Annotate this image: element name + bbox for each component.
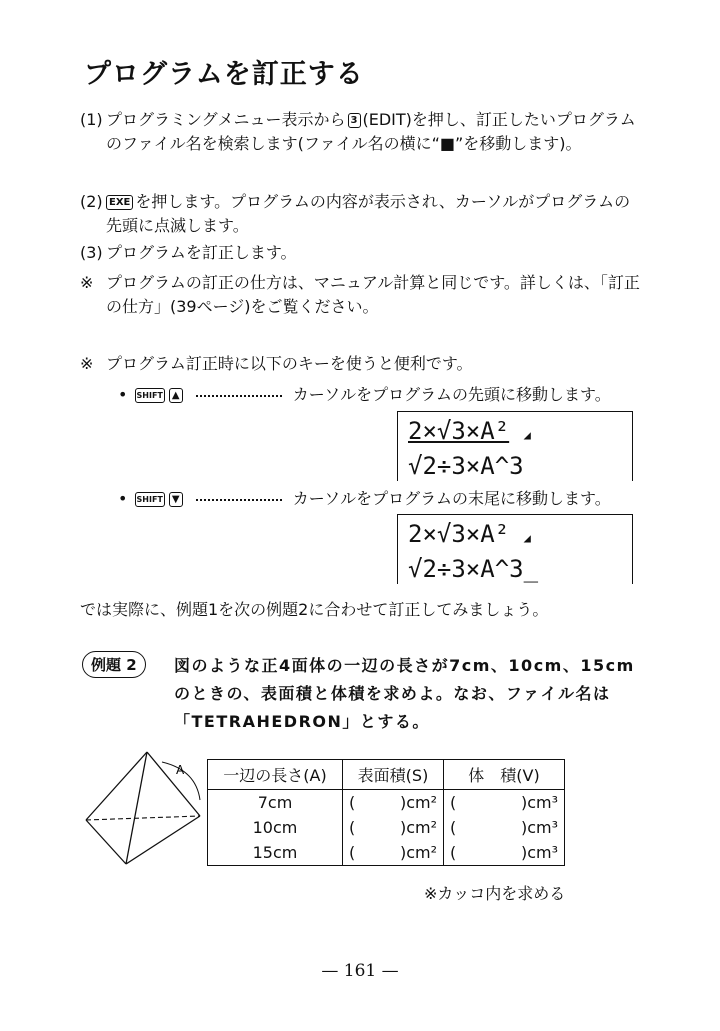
tetrahedron-figure <box>84 748 210 870</box>
vol-open: ( <box>450 843 457 862</box>
example-text: 図のような正4面体の一辺の長さが7cm、10cm、15cmのときの、表面積と体積を求めよ。なお、ファイル名は「TETRAHEDRON」とする。 <box>174 656 635 731</box>
transition-text: では実際に、例題1を次の例題2に合わせて訂正してみましょう。 <box>80 600 549 619</box>
bullet: • <box>118 489 128 508</box>
note-parentheses: ※カッコ内を求める <box>424 884 566 903</box>
lcd-line: 2×√3×A² <box>408 417 510 445</box>
step-text: を押します。プログラムの内容が表示され、カーソルがプログラムの先頭に点滅します。 <box>106 192 631 235</box>
step-number: (1) <box>80 110 103 129</box>
header-area: 表面積(S) <box>343 760 444 790</box>
up-arrow-key-icon: ▲ <box>169 388 183 403</box>
table-row <box>208 790 565 816</box>
down-arrow-key-icon: ▼ <box>169 492 183 507</box>
length-cell: 15cm <box>208 840 343 866</box>
shift-key-icon: SHIFT <box>135 388 165 403</box>
leader-dots <box>196 395 282 397</box>
step-1 <box>80 108 640 156</box>
note-text: プログラムの訂正の仕方は、マニュアル計算と同じです。詳しくは、「訂正の仕方」(39ページ)をご覧ください。 <box>106 273 640 316</box>
key-row-top <box>118 382 611 405</box>
lcd-end-mark: ◢ <box>523 428 531 442</box>
vol-open: ( <box>450 793 457 812</box>
step-text: プログラミングメニュー表示から <box>106 110 346 129</box>
step-2 <box>80 190 640 238</box>
page-number: — 161 — <box>321 961 399 981</box>
edge-label-a: A <box>176 763 185 777</box>
area-close: )cm² <box>399 818 437 837</box>
step-3 <box>80 241 640 265</box>
area-open: ( <box>349 843 356 862</box>
table-row <box>208 815 565 840</box>
length-cell: 10cm <box>208 815 343 840</box>
lcd-line: √2÷3×A^3 <box>408 452 524 480</box>
area-close: )cm² <box>399 793 437 812</box>
page-title: プログラムを訂正する <box>84 59 364 90</box>
table-row <box>208 840 565 866</box>
area-open: ( <box>349 793 356 812</box>
key-description: カーソルをプログラムの末尾に移動します。 <box>292 489 611 508</box>
bullet: • <box>118 385 128 404</box>
step-text: プログラムを訂正します。 <box>106 243 297 262</box>
lcd-end-mark: ◢ <box>523 531 531 545</box>
note-edit-method <box>80 271 640 319</box>
step-number: (2) <box>80 192 103 211</box>
key-exe-icon: EXE <box>106 195 133 210</box>
key-row-bottom <box>118 486 611 509</box>
step-number: (3) <box>80 243 103 262</box>
lcd-line: √2÷3×A^3_ <box>408 555 539 583</box>
lcd-line: 2×√3×A² <box>408 520 510 548</box>
key-3-icon: 3 <box>348 113 361 128</box>
answer-table <box>207 759 565 866</box>
note-text: プログラム訂正時に以下のキーを使うと便利です。 <box>106 354 473 373</box>
vol-close: )cm³ <box>520 793 558 812</box>
area-close: )cm² <box>399 843 437 862</box>
header-length: 一辺の長さ(A) <box>208 760 343 790</box>
note-mark: ※ <box>80 273 94 292</box>
leader-dots <box>196 499 282 501</box>
example-badge: 例題 2 <box>82 651 146 678</box>
vol-close: )cm³ <box>520 818 558 837</box>
vol-close: )cm³ <box>520 843 558 862</box>
area-open: ( <box>349 818 356 837</box>
lcd-display-bottom <box>397 514 633 584</box>
lcd-display-top <box>397 411 633 481</box>
note-keys <box>80 352 640 376</box>
header-volume: 体 積(V) <box>444 760 565 790</box>
shift-key-icon: SHIFT <box>135 492 165 507</box>
note-mark: ※ <box>80 354 94 373</box>
step-text-cont: (EDIT)を押し、訂正したいプログラムのファイル名を検索します(ファイル名の横に“■”を移動します)。 <box>106 110 636 153</box>
vol-open: ( <box>450 818 457 837</box>
length-cell: 7cm <box>208 790 343 816</box>
key-description: カーソルをプログラムの先頭に移動します。 <box>292 385 611 404</box>
